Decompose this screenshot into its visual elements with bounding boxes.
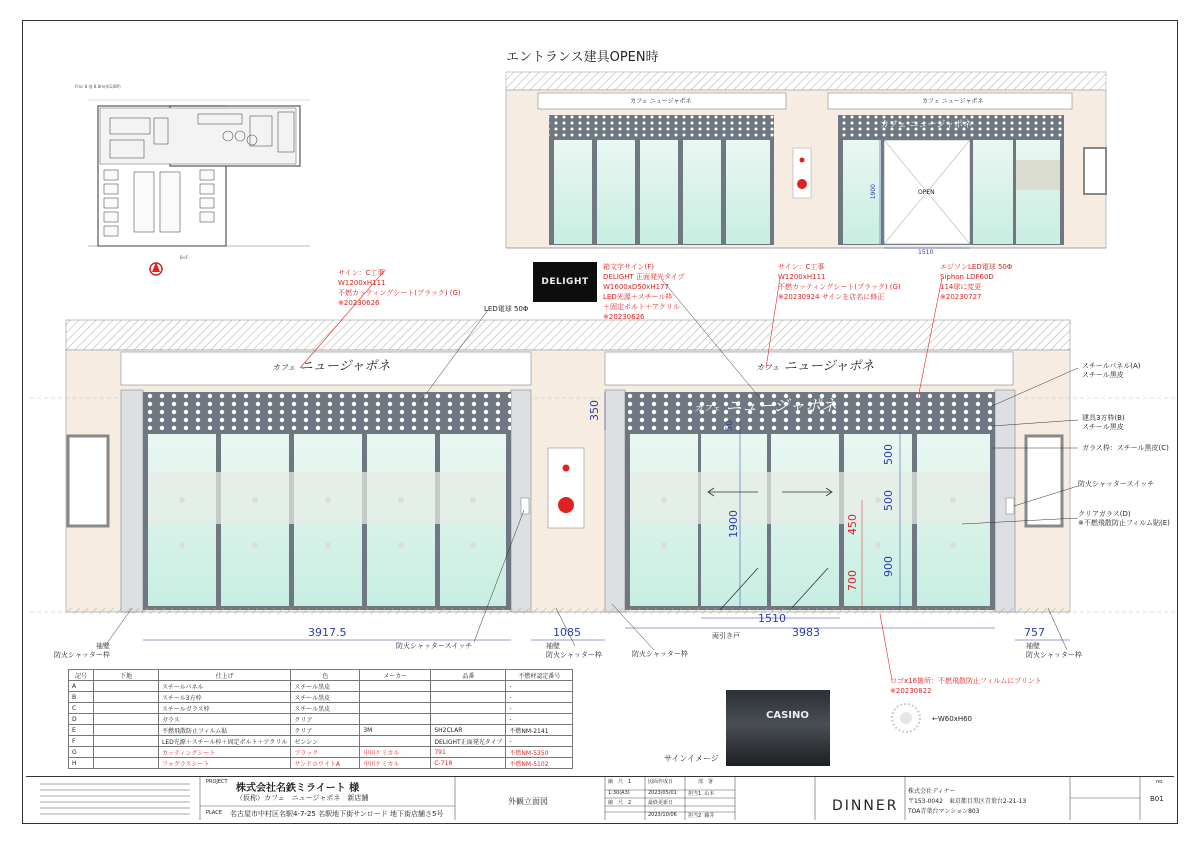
legend-cell: D xyxy=(69,714,94,725)
dim-350: 350 xyxy=(588,400,601,421)
legend-header: 不燃材認定番号 xyxy=(506,670,573,681)
tb-check1: 担当1 山本 xyxy=(688,791,715,797)
legend-cell: - xyxy=(506,692,573,703)
legend-row xyxy=(69,714,573,725)
legend-cell xyxy=(94,725,159,736)
legend-header: 記号 xyxy=(69,670,94,681)
legend-row xyxy=(69,736,573,747)
dim-50: 50 xyxy=(725,420,735,432)
main-sign-right-name: ニュージャポネ xyxy=(783,359,875,374)
legend-cell: ブラック xyxy=(291,747,360,758)
legend-cell xyxy=(94,703,159,714)
main-elevation xyxy=(30,270,1176,680)
note-led-bulb: LED電球 50Φ xyxy=(484,305,529,313)
legend-cell: A xyxy=(69,681,94,692)
legend-cell: 不燃NM-5350 xyxy=(506,747,573,758)
tb-company: 株式会社ディナー xyxy=(908,788,956,795)
dim-900: 900 xyxy=(882,556,895,577)
legend-cell: スチール黒皮 xyxy=(291,681,360,692)
legend-cell xyxy=(431,714,506,725)
page-title: エントランス建具OPEN時 xyxy=(506,50,659,65)
panel-sign-prefix: カフェ xyxy=(694,404,721,414)
label-sodekabe-right: 袖壁 防火シャッター枠 xyxy=(1026,642,1082,659)
svg-text:B<F: B<F xyxy=(180,255,189,260)
legend-cell xyxy=(94,692,159,703)
tb-date1: 2023/05/01 xyxy=(648,790,677,796)
legend-cell: 3M xyxy=(360,725,431,736)
legend-cell xyxy=(431,681,506,692)
tb-scale: 1:30(A3) xyxy=(608,790,630,796)
legend-cell: - xyxy=(506,681,573,692)
legend-header: 仕上げ xyxy=(159,670,291,681)
legend-cell xyxy=(360,681,431,692)
legend-cell: スチール3方枠 xyxy=(159,692,291,703)
dim-757: 757 xyxy=(1024,626,1045,639)
tb-address2: TOA青葉台マンション803 xyxy=(908,808,980,815)
sign-image-photo xyxy=(726,690,830,766)
svg-text:Fmc 8 地 8.8m/床G(BP): Fmc 8 地 8.8m/床G(BP) xyxy=(75,84,121,89)
sign-image-label: サインイメージ xyxy=(664,754,719,763)
legend-row xyxy=(69,725,573,736)
top-elevation xyxy=(506,72,1106,248)
tb-date-label1: 図面作成日 xyxy=(648,779,674,785)
floor-plan xyxy=(75,83,310,275)
legend-cell: DELIGHT正面発光タイプ xyxy=(431,736,506,747)
legend-cell: クリア xyxy=(291,714,360,725)
tb-date2: 2023/10/06 xyxy=(648,812,677,818)
legend-cell: カッティングシート xyxy=(159,747,291,758)
legend-cell: H xyxy=(69,758,94,769)
note-logo-size: ←W60xH60 xyxy=(932,715,973,723)
dim-450: 450 xyxy=(846,514,859,535)
tb-place: 名古屋市中村区名駅4-7-25 名駅地下街サンロード 地下街店舗さ5号 xyxy=(230,810,444,818)
legend-cell: B xyxy=(69,692,94,703)
tb-date-label2: 最終更新日 xyxy=(648,800,674,806)
legend-cell: G xyxy=(69,747,94,758)
label-fitting: 建具3方枠(B) スチール黒皮 xyxy=(1082,414,1125,431)
legend-cell xyxy=(360,714,431,725)
tb-scale-label: 縮 尺 1 xyxy=(608,779,632,785)
legend-cell: 不燃飛散防止フィルム貼 xyxy=(159,725,291,736)
legend-header-row xyxy=(69,670,573,681)
tb-scale2-label: 縮 尺 2 xyxy=(608,800,632,806)
legend-row xyxy=(69,681,573,692)
legend-cell: スチールガラス枠 xyxy=(159,703,291,714)
label-glass-frame: ガラス枠：スチール黒皮(C) xyxy=(1082,444,1169,452)
label-sliding-door: 両引き戸 xyxy=(712,632,740,640)
dim-500-a: 500 xyxy=(882,444,895,465)
label-steel-panel: スチールパネル(A) スチール黒皮 xyxy=(1082,362,1141,379)
legend-cell: クリア xyxy=(291,725,360,736)
legend-cell: SH2CLAR xyxy=(431,725,506,736)
panel-sign xyxy=(694,396,838,415)
open-label: OPEN xyxy=(918,189,935,196)
legend-cell xyxy=(431,703,506,714)
legend-cell xyxy=(94,714,159,725)
legend-cell: - xyxy=(506,736,573,747)
legend-cell xyxy=(94,747,159,758)
main-sign-left xyxy=(272,359,391,374)
top-panel-sign: カフェ ニュージャポネ xyxy=(880,120,973,130)
delight-sign-image: DELIGHT xyxy=(533,262,597,302)
legend-cell: 791 xyxy=(431,747,506,758)
legend-cell: ゼンシン xyxy=(291,736,360,747)
label-sodekabe-left: 袖壁 防火シャッター枠 xyxy=(54,642,110,659)
legend-cell: 不燃NM-2141 xyxy=(506,725,573,736)
legend-cell: ガラス xyxy=(159,714,291,725)
label-shutter-switch-right: 防火シャッタースイッチ xyxy=(1078,480,1155,488)
legend-header: メーカー xyxy=(360,670,431,681)
dim-1510: 1510 xyxy=(758,612,786,625)
legend-cell: LED光源＋スチール枠＋固定ボルト＋アクリル xyxy=(159,736,291,747)
legend-row xyxy=(69,747,573,758)
dim-500-b: 500 xyxy=(882,490,895,511)
legend-row xyxy=(69,692,573,703)
main-sign-left-name: ニュージャポネ xyxy=(299,359,391,374)
casino-sign: CASINO xyxy=(766,710,809,721)
legend-cell: F xyxy=(69,736,94,747)
panel-sign-name: ニュージャポネ xyxy=(725,396,838,415)
legend-cell xyxy=(94,681,159,692)
dim-3983: 3983 xyxy=(792,626,820,639)
note-box-sign: 箱文字サイン(F) DELIGHT 正面発光タイプ W1600xD50xH177 LED光源＋スチール枠 ＋固定ボルト＋アクリル ※20230626 xyxy=(603,263,685,321)
tb-project: （仮称）カフェ ニュージャポネ 新店舗 xyxy=(236,794,369,802)
top-dim-1510: 1510 xyxy=(918,249,934,256)
top-dim-1900: 1900 xyxy=(870,184,877,200)
tb-no-label: no. xyxy=(1156,779,1164,785)
legend-row xyxy=(69,703,573,714)
legend-cell: - xyxy=(506,703,573,714)
legend-cell: C xyxy=(69,703,94,714)
tb-drawing-title: 外観立面図 xyxy=(508,797,548,806)
legend-cell: スチールパネル xyxy=(159,681,291,692)
tb-project-label: PROJECT xyxy=(206,779,228,785)
tb-address1: 〒153-0042 東京都目黒区青葉台2-21-13 xyxy=(908,798,1027,805)
label-sodekabe-middle: 袖壁 防火シャッター枠 xyxy=(546,642,602,659)
dim-1900: 1900 xyxy=(727,510,740,538)
top-sign-right: カフェ ニュージャポネ xyxy=(922,98,984,105)
top-sign-left: カフェ ニュージャポネ xyxy=(630,98,692,105)
legend-cell xyxy=(94,736,159,747)
note-sign-right: サイン：C工事 W1200xH111 不燃カッティングシート(ブラック) (G) ※20230924 サインを店名に修正 xyxy=(778,263,901,301)
tb-drawing-no: B01 xyxy=(1150,795,1164,803)
main-sign-right-prefix: カフェ xyxy=(756,363,780,372)
tb-dept-label: 部 署 xyxy=(698,779,714,785)
legend-cell: フォグラスシート xyxy=(159,758,291,769)
label-shutter-switch-left: 防火シャッタースイッチ xyxy=(396,642,473,650)
legend-cell: E xyxy=(69,725,94,736)
dim-700: 700 xyxy=(846,570,859,591)
legend-row xyxy=(69,758,573,769)
legend-cell xyxy=(94,758,159,769)
legend-header: 色 xyxy=(291,670,360,681)
main-sign-left-prefix: カフェ xyxy=(272,363,296,372)
legend-cell: スチール黒皮 xyxy=(291,692,360,703)
legend-cell: 中川ケミカル xyxy=(360,747,431,758)
tb-check2: 担当2 藤井 xyxy=(688,813,715,819)
legend-cell xyxy=(360,736,431,747)
legend-cell: 不燃NM-5102 xyxy=(506,758,573,769)
finish-legend-table xyxy=(68,669,573,769)
legend-cell: スチール黒皮 xyxy=(291,703,360,714)
legend-cell xyxy=(431,692,506,703)
legend-cell xyxy=(360,703,431,714)
dim-3917: 3917.5 xyxy=(308,626,347,639)
tb-brand-logo: DINNER xyxy=(832,798,899,814)
legend-cell: C-718 xyxy=(431,758,506,769)
tb-client: 株式会社名鉄ミライート 様 xyxy=(236,783,360,794)
main-sign-right xyxy=(756,359,875,374)
label-clear-glass: クリアガラス(D) ※不燃飛散防止フィルム貼(E) xyxy=(1078,510,1170,527)
dim-1085: 1085 xyxy=(553,626,581,639)
label-shutter-frame-middle: 防火シャッター枠 xyxy=(632,650,688,658)
note-sign-left: サイン：C工事 W1200xH111 不燃カッティングシート(ブラック) (G) ※20230626 xyxy=(338,269,461,307)
legend-header: 下地 xyxy=(94,670,159,681)
legend-header: 品番 xyxy=(431,670,506,681)
legend-cell: 中川ケミカル xyxy=(360,758,431,769)
legend-cell xyxy=(360,692,431,703)
note-logo-print: ロゴx16箇所：不燃飛散防止フィルムにプリント ※20230822 xyxy=(890,677,1042,695)
note-edison: エジソンLED電球 50Φ Siphon LDF60D 114球に変更 ※20230727 xyxy=(940,263,1013,301)
legend-cell: - xyxy=(506,714,573,725)
tb-place-label: PLACE xyxy=(206,810,222,816)
legend-cell: サンドホワイトA xyxy=(291,758,360,769)
